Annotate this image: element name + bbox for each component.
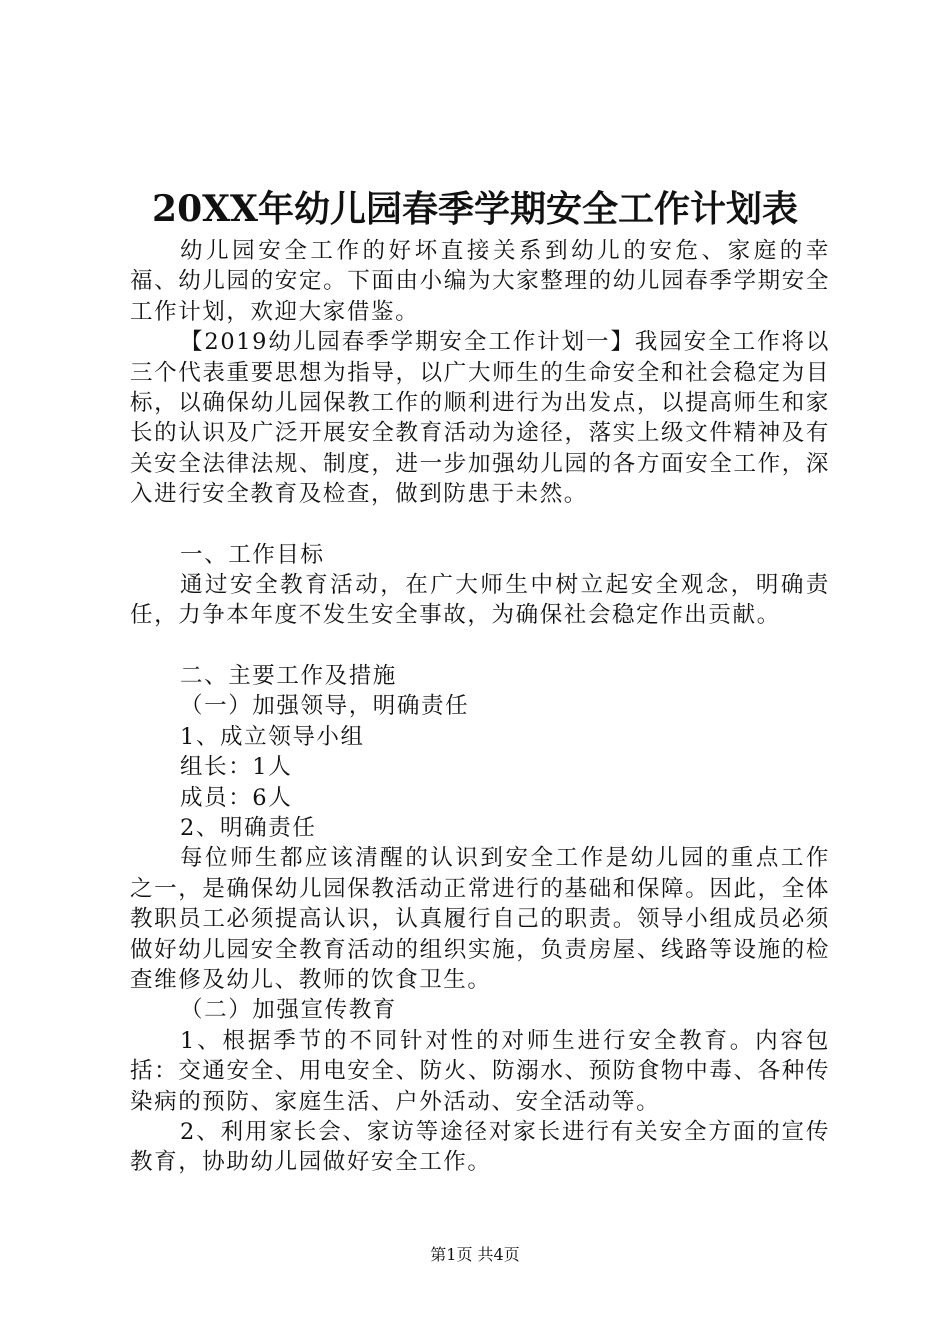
item-group-leader: 组长：1人 — [180, 754, 293, 781]
document-title: 20XX年幼儿园春季学期安全工作计划表 — [152, 188, 798, 230]
subheading-publicity: （二）加强宣传教育 — [180, 997, 397, 1024]
plan-one-paragraph: 【2019幼儿园春季学期安全工作计划一】我园安全工作将以三个代表重要思想为指导，以广大师生的生命安全和社会稳定为目标，以确保幼儿园保教工作的顺利进行为出发点，以提高师生和家长的认识及广泛开展安全教育活动为途径，落实上级文件精神及有关安全法律法规、制度，进一步加强幼儿园的各方面安全工作，深入进行安全教育及检查，做到防患于未然。 — [130, 329, 830, 508]
intro-paragraph: 幼儿园安全工作的好坏直接关系到幼儿的安危、家庭的幸福、幼儿园的安定。下面由小编为大家整理的幼儿园春季学期安全工作计划，欢迎大家借鉴。 — [130, 238, 830, 325]
spacer — [130, 510, 830, 540]
responsibility-paragraph: 每位师生都应该清醒的认识到安全工作是幼儿园的重点工作之一，是确保幼儿园保教活动正常进行的基础和保障。因此，全体教职员工必须提高认识，认真履行自己的职责。领导小组成员必须做好幼儿园安全教育活动的组织实施，负责房屋、线路等设施的检查维修及幼儿、教师的饮食卫生。 — [130, 845, 830, 993]
item-leadership-group: 1、成立领导小组 — [180, 723, 365, 750]
item-responsibility: 2、明确责任 — [180, 814, 317, 841]
publicity-item-1: 1、根据季节的不同针对性的对师生进行安全教育。内容包括：交通安全、用电安全、防火、防溺水、预防食物中毒、各种传染病的预防、家庭生活、户外活动、安全活动等。 — [130, 1027, 830, 1115]
document-body — [130, 236, 830, 1178]
subheading-leadership: （一）加强领导，明确责任 — [180, 693, 470, 720]
section-heading-goals: 一、工作目标 — [180, 541, 325, 568]
section-heading-measures: 二、主要工作及措施 — [180, 662, 397, 689]
item-group-members: 成员：6人 — [180, 784, 293, 811]
page-footer: 第1页 共4页 — [430, 1245, 520, 1264]
publicity-item-2: 2、利用家长会、家访等途径对家长进行有关安全方面的宣传教育，协助幼儿园做好安全工作。 — [130, 1118, 830, 1176]
goals-paragraph: 通过安全教育活动，在广大师生中树立起安全观念，明确责任，力争本年度不发生安全事故，为确保社会稳定作出贡献。 — [130, 572, 830, 629]
spacer — [130, 631, 830, 661]
